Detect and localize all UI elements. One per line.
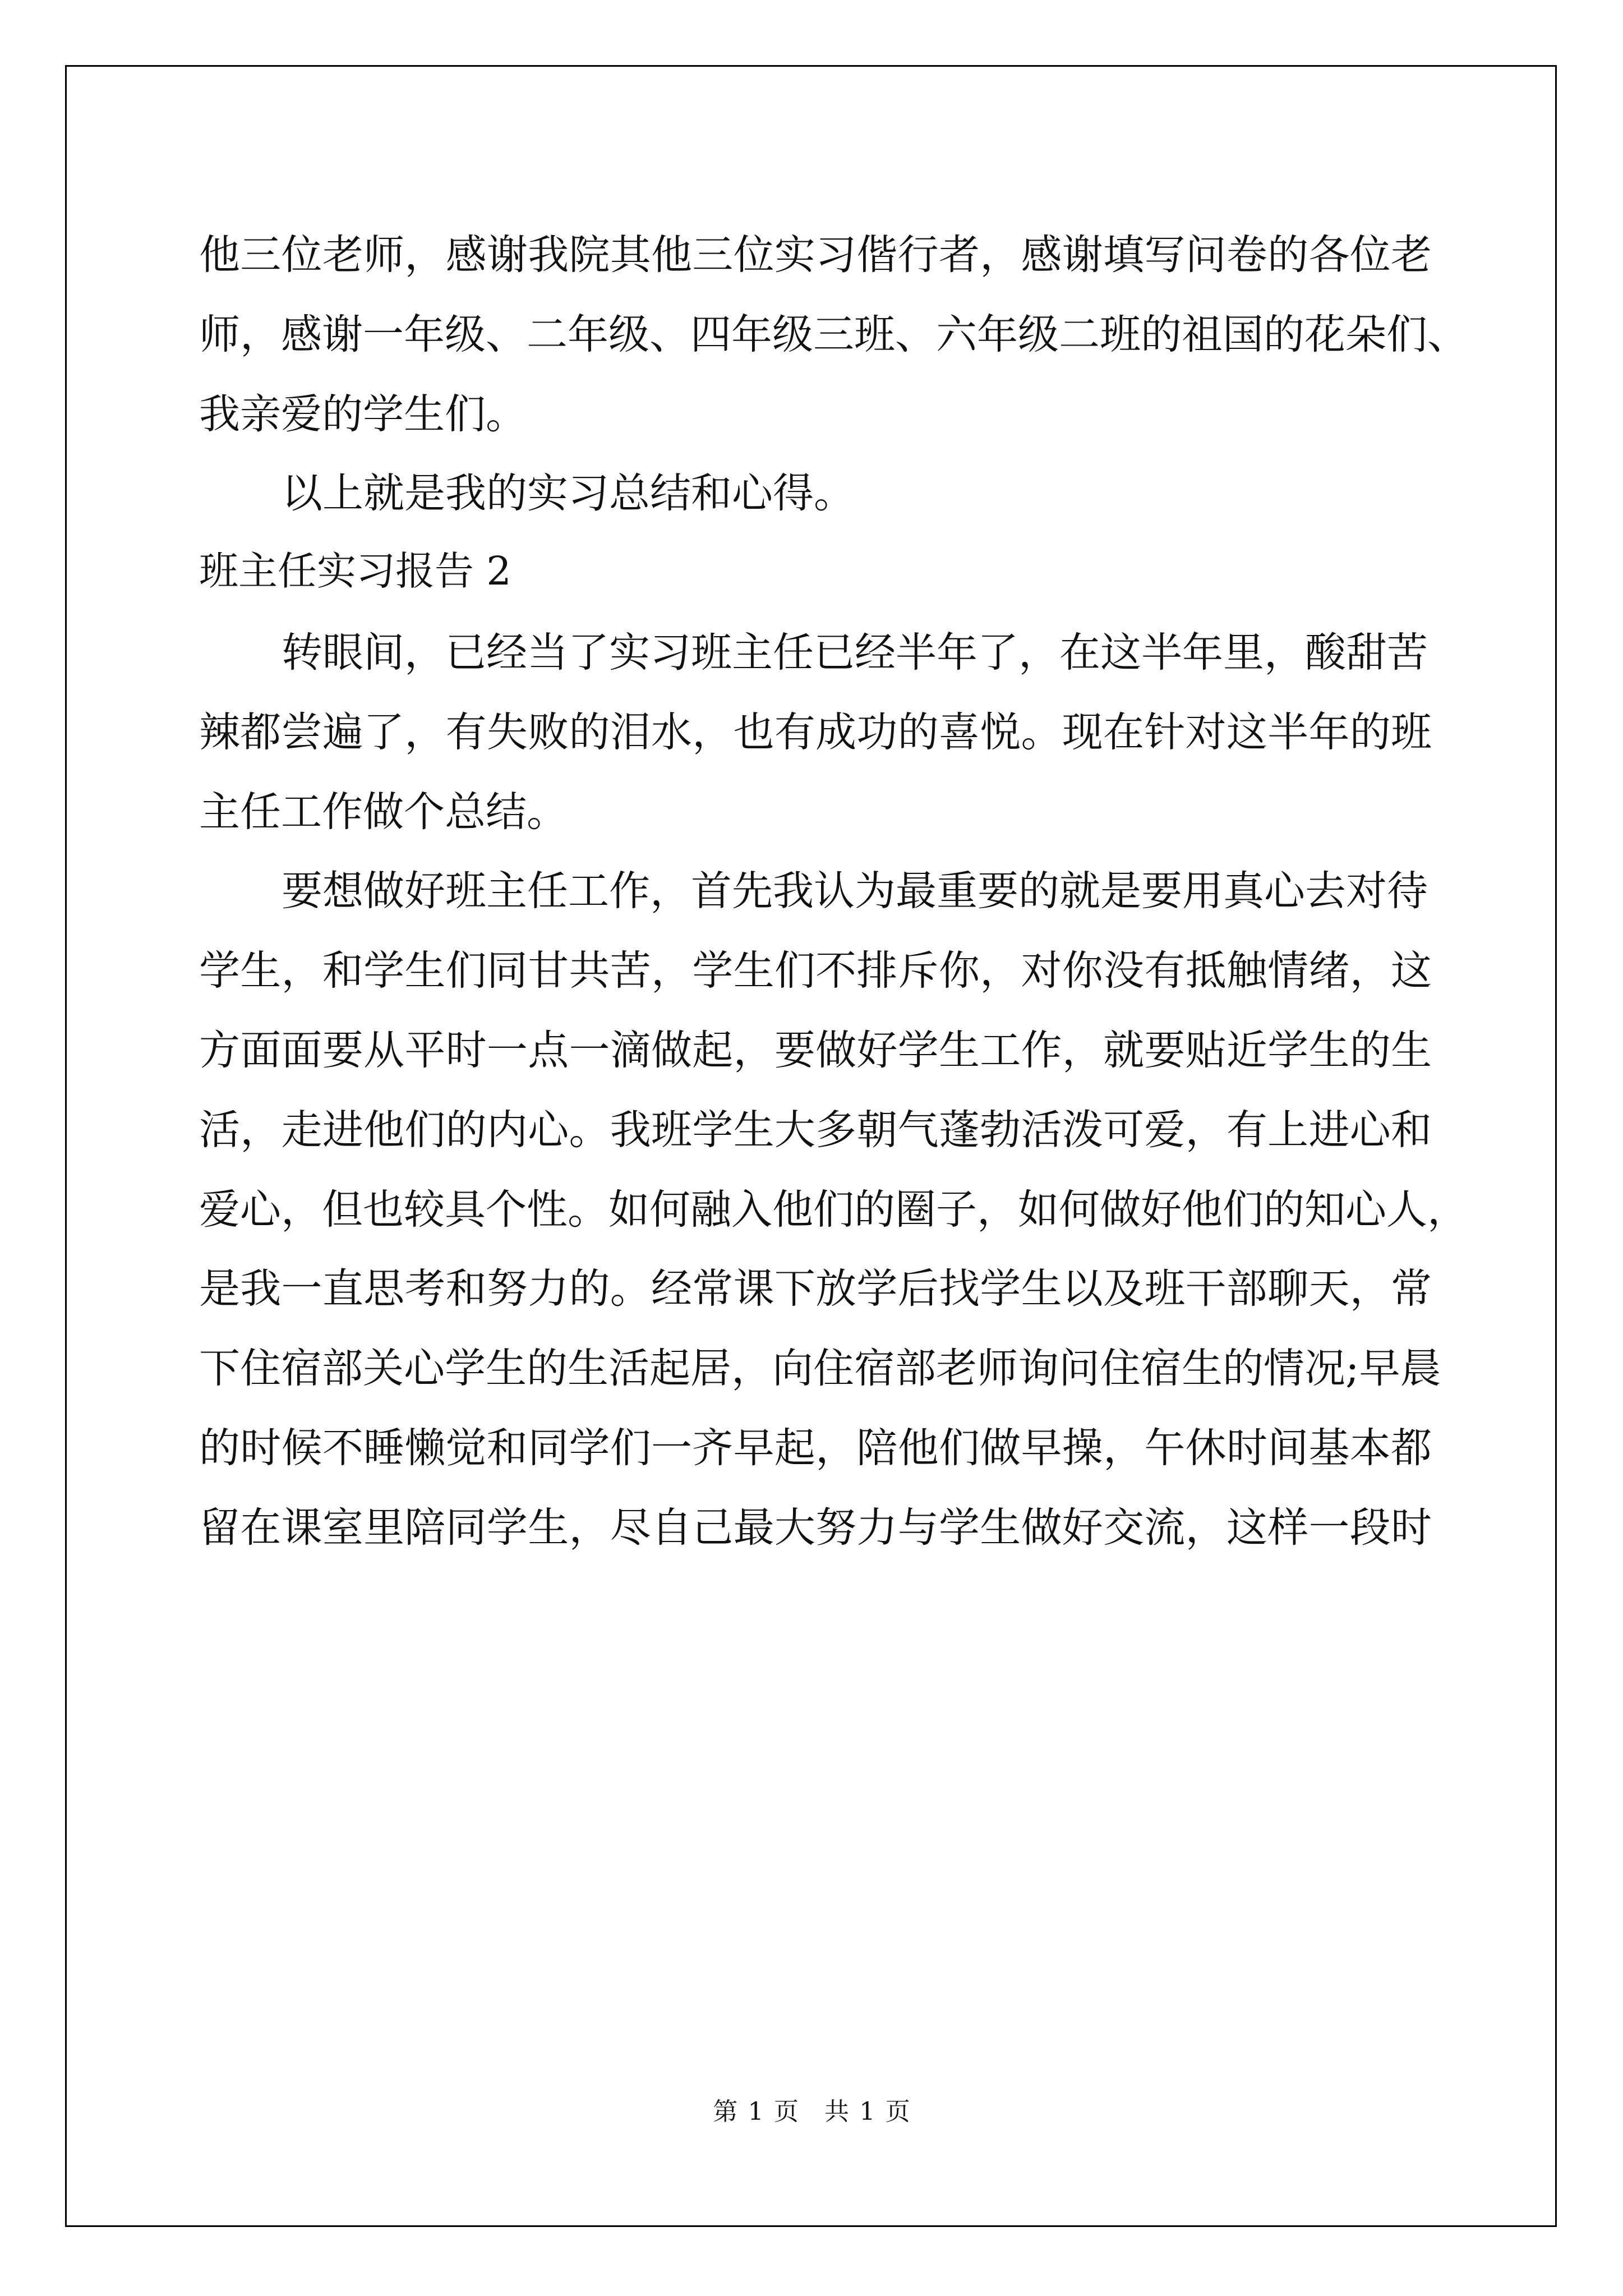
page-number: 第 1 页 [713,2097,799,2126]
paragraph-line: 学生，和学生们同甘共苦，学生们不排斥你，对你没有抵触情绪，这 [199,947,1432,995]
paragraph-line: 的时候不睡懒觉和同学们一齐早起，陪他们做早操，午休时间基本都 [199,1424,1432,1472]
paragraph-line: 转眼间，已经当了实习班主任已经半年了，在这半年里，酸甜苦 [282,629,1428,677]
paragraph-line: 方面面要从平时一点一滴做起，要做好学生工作，就要贴近学生的生 [199,1027,1432,1074]
page-total: 共 1 页 [824,2097,910,2126]
section-heading: 班主任实习报告 2 [199,548,511,594]
paragraph-line: 师，感谢一年级、二年级、四年级三班、六年级二班的祖国的花朵们、 [199,311,1468,358]
paragraph-line: 要想做好班主任工作，首先我认为最重要的就是要用真心去对待 [282,867,1428,915]
paragraph-line: 下住宿部关心学生的生活起居，向住宿部老师询问住宿生的情况;早晨 [199,1345,1441,1392]
paragraph-line: 留在课室里陪同学生，尽自己最大努力与学生做好交流，这样一段时 [199,1504,1432,1552]
paragraph-line: 辣都尝遍了，有失败的泪水，也有成功的喜悦。现在针对这半年的班 [199,708,1432,756]
paragraph-line: 爱心，但也较具个性。如何融入他们的圈子，如何做好他们的知心人， [199,1186,1468,1234]
paragraph-line: 他三位老师，感谢我院其他三位实习偕行者，感谢填写问卷的各位老 [199,231,1432,279]
paragraph-line: 以上就是我的实习总结和心得。 [282,470,855,517]
paragraph-line: 主任工作做个总结。 [199,788,568,836]
paragraph-line: 活，走进他们的内心。我班学生大多朝气蓬勃活泼可爱，有上进心和 [199,1106,1432,1154]
paragraph-line: 是我一直思考和努力的。经常课下放学后找学生以及班干部聊天，常 [199,1265,1432,1313]
paragraph-line: 我亲爱的学生们。 [199,390,527,438]
page-footer [0,2091,1623,2127]
